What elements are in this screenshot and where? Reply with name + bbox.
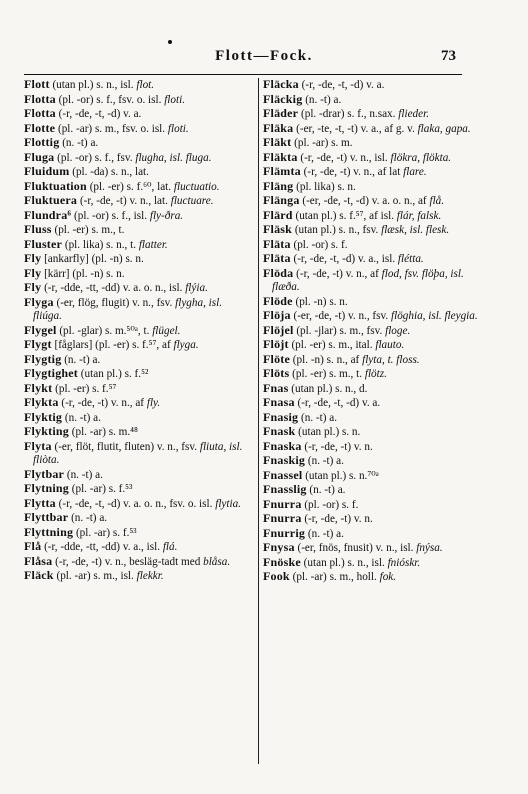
- entry-headword: Fnöske: [263, 554, 301, 569]
- entry-grammar: [fåglars] (pl. -er) s. f.⁵⁷, af: [51, 339, 174, 351]
- entry-etymology: flöghia, isl. fleygia.: [390, 310, 478, 322]
- entry-headword: Flottig: [24, 135, 60, 149]
- entry-headword: Flytta: [24, 495, 56, 510]
- entry-headword: Fnas: [263, 380, 289, 395]
- dictionary-entry: [24, 396, 246, 411]
- dictionary-entry: [263, 151, 485, 166]
- entry-etymology: floge.: [385, 324, 411, 337]
- entry-headword: Fly: [24, 265, 42, 280]
- dictionary-entry: [24, 78, 246, 93]
- entry-grammar: (n. -t) a.: [306, 484, 346, 496]
- dictionary-entry: [24, 107, 246, 122]
- entry-headword: Fly: [24, 280, 42, 294]
- dictionary-entry: [24, 122, 246, 137]
- page-number: 73: [441, 48, 456, 64]
- entry-headword: Fläder: [263, 106, 299, 120]
- entry-grammar: (-r, -de, -t, -d) v. a.: [55, 108, 142, 120]
- dictionary-entry: [24, 165, 246, 180]
- entry-headword: Fluktuation: [24, 178, 87, 193]
- dictionary-entry: [24, 468, 246, 483]
- entry-etymology: flökra, flökta.: [390, 151, 452, 164]
- entry-grammar: (pl. -er) s. f.⁵⁷: [52, 382, 117, 395]
- dictionary-entry: [24, 252, 246, 267]
- entry-headword: Flykt: [24, 380, 53, 395]
- dictionary-entry: [263, 454, 485, 469]
- running-head: Flott—Fock.: [215, 48, 313, 64]
- entry-headword: Fnurra: [263, 511, 302, 525]
- dictionary-entry: [24, 411, 246, 426]
- entry-etymology: fnýsa.: [416, 542, 443, 554]
- entry-etymology: flot.: [136, 79, 155, 91]
- entry-headword: Fnurra: [263, 496, 302, 511]
- entry-headword: Flytning: [24, 481, 69, 495]
- entry-etymology: flár, falsk.: [396, 209, 442, 222]
- dictionary-entry: [24, 281, 246, 296]
- entry-etymology: fok.: [379, 571, 397, 583]
- entry-etymology: flá.: [162, 541, 178, 553]
- entry-grammar: (-r, -de, -t) v. n., af: [58, 397, 147, 409]
- right-column: [263, 78, 485, 585]
- entry-grammar: (-er, -de, -t) v. n., fsv.: [290, 310, 391, 322]
- entry-headword: Flytbar: [24, 466, 65, 481]
- dictionary-entry: [24, 497, 246, 512]
- entry-grammar: (pl. -or) s. f.: [290, 238, 348, 251]
- dictionary-entry: [24, 540, 246, 555]
- entry-etymology: flaka, gapa.: [417, 122, 471, 135]
- entry-grammar: (-er, flöt, flutit, fluten) v. n., fsv.: [51, 440, 200, 453]
- entry-headword: Flygt: [24, 337, 52, 351]
- entry-headword: Flöjel: [263, 322, 294, 337]
- entry-etymology: flétta.: [397, 253, 424, 265]
- entry-grammar: (utan pl.) s. n., isl.: [300, 556, 388, 569]
- entry-headword: Flöte: [263, 351, 290, 366]
- entry-headword: Flotta: [24, 91, 56, 106]
- dictionary-entry: [24, 223, 246, 238]
- dictionary-entry: [24, 238, 246, 253]
- dictionary-entry: [263, 483, 485, 498]
- entry-grammar: (utan pl.) s. n.⁷⁰ᵃ: [302, 469, 379, 482]
- dictionary-entry: [263, 382, 485, 397]
- entry-etymology: flare.: [403, 166, 427, 178]
- dictionary-entry: [24, 194, 246, 209]
- entry-grammar: (-er, -te, -t, -t) v. a., af g. v.: [293, 122, 418, 135]
- entry-headword: Flöjt: [263, 337, 289, 351]
- entry-headword: Fook: [263, 569, 290, 583]
- entry-headword: Flundra⁶: [24, 207, 72, 222]
- entry-headword: Flygtig: [24, 351, 62, 366]
- entry-etymology: flauto.: [375, 339, 405, 351]
- dictionary-entry: [263, 209, 485, 224]
- dictionary-entry: [24, 93, 246, 108]
- dictionary-entry: [263, 223, 485, 238]
- entry-etymology: flyta, t. floss.: [362, 353, 420, 366]
- dictionary-entry: [24, 511, 246, 526]
- entry-headword: Flyga: [24, 294, 54, 309]
- entry-headword: Flåsa: [24, 553, 53, 568]
- entry-grammar: (-r, -de, -t) v. n., lat.: [77, 195, 171, 207]
- entry-headword: Flöda: [263, 265, 294, 280]
- entry-grammar: (utan pl.) s. n., fsv.: [292, 224, 382, 236]
- entry-etymology: fliuta, isl. fliòta.: [33, 440, 243, 466]
- entry-headword: Flå: [24, 539, 42, 553]
- entry-headword: Fnasslig: [263, 482, 307, 496]
- dictionary-entry: [263, 295, 485, 310]
- entry-grammar: (utan pl.) s. f.⁵²: [78, 368, 149, 380]
- entry-grammar: (-er, fnös, fnusit) v. n., isl.: [294, 542, 417, 554]
- dictionary-entry: [263, 411, 485, 426]
- entry-headword: Fluktuera: [24, 193, 78, 207]
- dictionary-entry: [263, 136, 485, 151]
- entry-headword: Flyta: [24, 438, 52, 453]
- entry-grammar: (pl. -or) s. f.: [301, 498, 359, 511]
- entry-etymology: fly-ðra.: [149, 209, 184, 222]
- entry-grammar: (n. -t) a.: [305, 455, 344, 467]
- entry-grammar: (pl. -ar) s. m., isl.: [53, 570, 137, 582]
- entry-etymology: flytia.: [215, 497, 242, 510]
- entry-grammar: (pl. -ar) s. m., fsv. o. isl.: [55, 122, 168, 135]
- entry-headword: Fnysa: [263, 540, 295, 554]
- dictionary-entry: [263, 194, 485, 209]
- entry-grammar: (-r, -de, -t, -d) v. a.: [298, 79, 385, 91]
- dictionary-entry: [263, 440, 485, 455]
- entry-headword: Flärd: [263, 207, 293, 222]
- dictionary-entry: [263, 367, 485, 382]
- dictionary-entry: [263, 165, 485, 180]
- dictionary-entry: [263, 267, 485, 295]
- entry-etymology: flügel.: [152, 324, 181, 337]
- entry-grammar: (pl. -er) s. m., ital.: [288, 339, 376, 351]
- dictionary-entry: [263, 180, 485, 195]
- entry-headword: Fluss: [24, 222, 52, 236]
- entry-headword: Flyttning: [24, 524, 74, 539]
- dictionary-entry: [24, 296, 246, 324]
- entry-headword: Flöde: [263, 293, 293, 308]
- dictionary-entry: [24, 338, 246, 353]
- dictionary-entry: [263, 238, 485, 253]
- entry-grammar: (pl. -er) s. f.⁶⁰, lat.: [86, 180, 174, 193]
- entry-headword: Fläng: [263, 178, 294, 193]
- dictionary-entry: [263, 78, 485, 93]
- entry-headword: Flygtighet: [24, 366, 78, 380]
- left-column: [24, 78, 246, 584]
- entry-headword: Fnurrig: [263, 525, 306, 540]
- entry-headword: Flygel: [24, 322, 57, 337]
- entry-headword: Flänga: [263, 193, 300, 207]
- entry-headword: Flotte: [24, 120, 56, 135]
- entry-headword: Fluga: [24, 149, 55, 164]
- entry-etymology: flieder.: [398, 108, 430, 120]
- entry-etymology: flugha, isl. fluga.: [135, 151, 212, 164]
- entry-etymology: flyga.: [173, 339, 199, 351]
- dictionary-entry: [263, 93, 485, 108]
- entry-grammar: (-er, flög, flugit) v. n., fsv.: [53, 296, 176, 309]
- entry-grammar: (pl. -drar) s. f., n.sax.: [298, 108, 399, 120]
- entry-headword: Flykting: [24, 424, 69, 438]
- entry-headword: Fläka: [263, 120, 294, 135]
- entry-grammar: (-r, -de, -t) v. n.: [301, 440, 373, 453]
- dictionary-entry: [263, 324, 485, 339]
- entry-headword: Flotta: [24, 106, 56, 120]
- entry-headword: Fnasa: [263, 395, 295, 409]
- entry-grammar: (pl. -n) s. n.: [292, 295, 348, 308]
- entry-grammar: (n. -t) a.: [64, 468, 103, 481]
- entry-grammar: (utan pl.) s. n.: [295, 426, 361, 438]
- entry-grammar: (pl. -er) s. m., t.: [289, 368, 365, 380]
- entry-headword: Fnask: [263, 424, 296, 438]
- entry-etymology: flekkr.: [136, 570, 164, 582]
- dictionary-entry: [263, 396, 485, 411]
- entry-grammar: (pl. -ar) s. m.⁴⁸: [68, 426, 138, 438]
- entry-grammar: (pl. -ar) s. m.: [291, 137, 353, 149]
- entry-headword: Fnasig: [263, 409, 299, 424]
- entry-grammar: (pl. -ar) s. m., holl.: [289, 571, 380, 583]
- entry-headword: Flyktig: [24, 409, 63, 424]
- dictionary-entry: [24, 425, 246, 440]
- entry-etymology: floti.: [167, 122, 189, 135]
- entry-headword: Fluster: [24, 236, 63, 251]
- entry-etymology: flatter.: [138, 238, 168, 251]
- entry-grammar: (pl. -jlar) s. m., fsv.: [293, 324, 386, 337]
- entry-etymology: flötz.: [364, 368, 387, 380]
- entry-etymology: flygha, isl. fliúga.: [33, 296, 223, 322]
- dictionary-entry: [24, 555, 246, 570]
- entry-headword: Flämta: [263, 164, 301, 178]
- entry-grammar: (utan pl.) s. n., isl.: [49, 79, 137, 91]
- entry-etymology: fluctuatio.: [173, 180, 220, 193]
- dictionary-entry: [24, 136, 246, 151]
- dictionary-entry: [263, 252, 485, 267]
- dictionary-entry: [24, 180, 246, 195]
- dictionary-entry: [24, 569, 246, 584]
- entry-headword: Fly: [24, 251, 42, 265]
- entry-headword: Fläkt: [263, 135, 292, 149]
- entry-grammar: (n. -t) a.: [61, 353, 101, 366]
- entry-grammar: (-r, -de, -t) v. n., isl.: [297, 151, 391, 164]
- entry-grammar: [ankarfly] (pl. -n) s. n.: [41, 253, 144, 265]
- entry-grammar: (-r, -dde, -tt, -dd) v. a., isl.: [41, 541, 163, 553]
- entry-etymology: flod, fsv. flöþa, isl. flæða.: [272, 267, 464, 293]
- entry-etymology: fly.: [146, 397, 161, 409]
- entry-headword: Fläkta: [263, 149, 298, 164]
- dictionary-entry: [24, 440, 246, 468]
- entry-etymology: flýia.: [185, 282, 208, 294]
- entry-grammar: (pl. -glar) s. m.⁵⁰ᵃ, t.: [56, 324, 153, 337]
- dictionary-entry: [263, 425, 485, 440]
- entry-grammar: (-er, -de, -t, -d) v. a. o. n., af: [299, 195, 430, 207]
- entry-etymology: flå.: [429, 195, 445, 207]
- entry-headword: Fluidum: [24, 164, 70, 178]
- entry-grammar: (pl. -da) s. n., lat.: [69, 166, 149, 178]
- column-divider: [258, 78, 259, 764]
- dictionary-entry: [24, 482, 246, 497]
- entry-grammar: (utan pl.) s. f.⁵⁷, af isl.: [292, 209, 397, 222]
- entry-grammar: (pl. -ar) s. f.⁵³: [73, 526, 137, 539]
- entry-headword: Flöja: [263, 308, 291, 322]
- entry-headword: Flöts: [263, 366, 290, 380]
- entry-headword: Flykta: [24, 395, 59, 409]
- entry-grammar: (n. -t) a.: [298, 411, 338, 424]
- entry-grammar: (-r, -de, -t) v. n.: [301, 513, 373, 525]
- dictionary-entry: [263, 512, 485, 527]
- dictionary-entry: [24, 526, 246, 541]
- entry-etymology: flæsk, isl. flesk.: [381, 224, 450, 236]
- entry-grammar: (-r, -de, -t, -d) v. a., isl.: [290, 253, 398, 265]
- entry-grammar: (pl. lika) s. n.: [293, 180, 356, 193]
- entry-headword: Flyttbar: [24, 510, 69, 524]
- dictionary-entry: [263, 338, 485, 353]
- entry-etymology: floti.: [164, 93, 186, 106]
- dictionary-entry: [24, 151, 246, 166]
- header-rule: [24, 74, 462, 75]
- entry-etymology: blåsa.: [203, 555, 231, 568]
- entry-grammar: (-r, -de, -t) v. n., af: [293, 267, 382, 280]
- entry-headword: Fläck: [24, 568, 54, 582]
- entry-headword: Fnaska: [263, 438, 302, 453]
- entry-grammar: (n. -t) a.: [59, 137, 99, 149]
- entry-grammar: (-r, -dde, -tt, -dd) v. a. o. n., isl.: [41, 282, 186, 294]
- entry-grammar: (-r, -de, -t, -d) v. a. o. n., fsv. o. isl.: [55, 497, 216, 510]
- dictionary-entry: [263, 469, 485, 484]
- dictionary-entry: [263, 570, 485, 585]
- dictionary-entry: [263, 498, 485, 513]
- dictionary-entry: [24, 382, 246, 397]
- entry-grammar: (pl. -er) s. m., t.: [51, 224, 125, 236]
- entry-grammar: (pl. -n) s. n., af: [290, 353, 363, 366]
- entry-grammar: [kärr] (pl. -n) s. n.: [41, 267, 125, 280]
- entry-headword: Flott: [24, 77, 50, 91]
- dictionary-entry: [24, 209, 246, 224]
- entry-headword: Fläcka: [263, 77, 299, 91]
- entry-grammar: (-r, -de, -t, -d) v. a.: [294, 397, 381, 409]
- entry-grammar: (n. -t) a.: [62, 411, 101, 424]
- entry-grammar: (utan pl.) s. n., d.: [288, 382, 368, 395]
- dictionary-entry: [263, 122, 485, 137]
- dictionary-entry: [263, 353, 485, 368]
- entry-headword: Fläsk: [263, 222, 293, 236]
- dictionary-entry: [263, 107, 485, 122]
- dictionary-entry: [263, 527, 485, 542]
- entry-headword: Fnassel: [263, 467, 303, 482]
- entry-grammar: (-r, -de, -t) v. n., af lat: [300, 166, 404, 178]
- entry-grammar: (n. -t) a.: [68, 512, 108, 524]
- printer-mark-dot: [168, 40, 172, 44]
- entry-grammar: (pl. -or) s. f., isl.: [71, 209, 150, 222]
- dictionary-entry: [263, 556, 485, 571]
- entry-headword: Fläta: [263, 236, 291, 251]
- dictionary-entry: [24, 267, 246, 282]
- entry-etymology: fnióskr.: [387, 556, 421, 569]
- entry-grammar: (pl. lika) s. n., t.: [62, 238, 139, 251]
- entry-grammar: (-r, -de, -t) v. n., besläg-tadt med: [52, 555, 204, 568]
- entry-grammar: (n. -t) a.: [302, 93, 342, 106]
- dictionary-entry: [263, 309, 485, 324]
- entry-grammar: (pl. -ar) s. f.⁵³: [68, 483, 133, 495]
- dictionary-entry: [263, 541, 485, 556]
- entry-grammar: (n. -t) a.: [305, 527, 344, 540]
- entry-headword: Fläckig: [263, 91, 303, 106]
- dictionary-entry: [24, 324, 246, 339]
- dictionary-entry: [24, 367, 246, 382]
- entry-headword: Fläta: [263, 251, 291, 265]
- entry-grammar: (pl. -or) s. f., fsv.: [54, 151, 136, 164]
- entry-grammar: (pl. -or) s. f., fsv. o. isl.: [55, 93, 165, 106]
- dictionary-entry: [24, 353, 246, 368]
- entry-etymology: fluctuare.: [170, 195, 214, 207]
- entry-headword: Fnaskig: [263, 453, 306, 467]
